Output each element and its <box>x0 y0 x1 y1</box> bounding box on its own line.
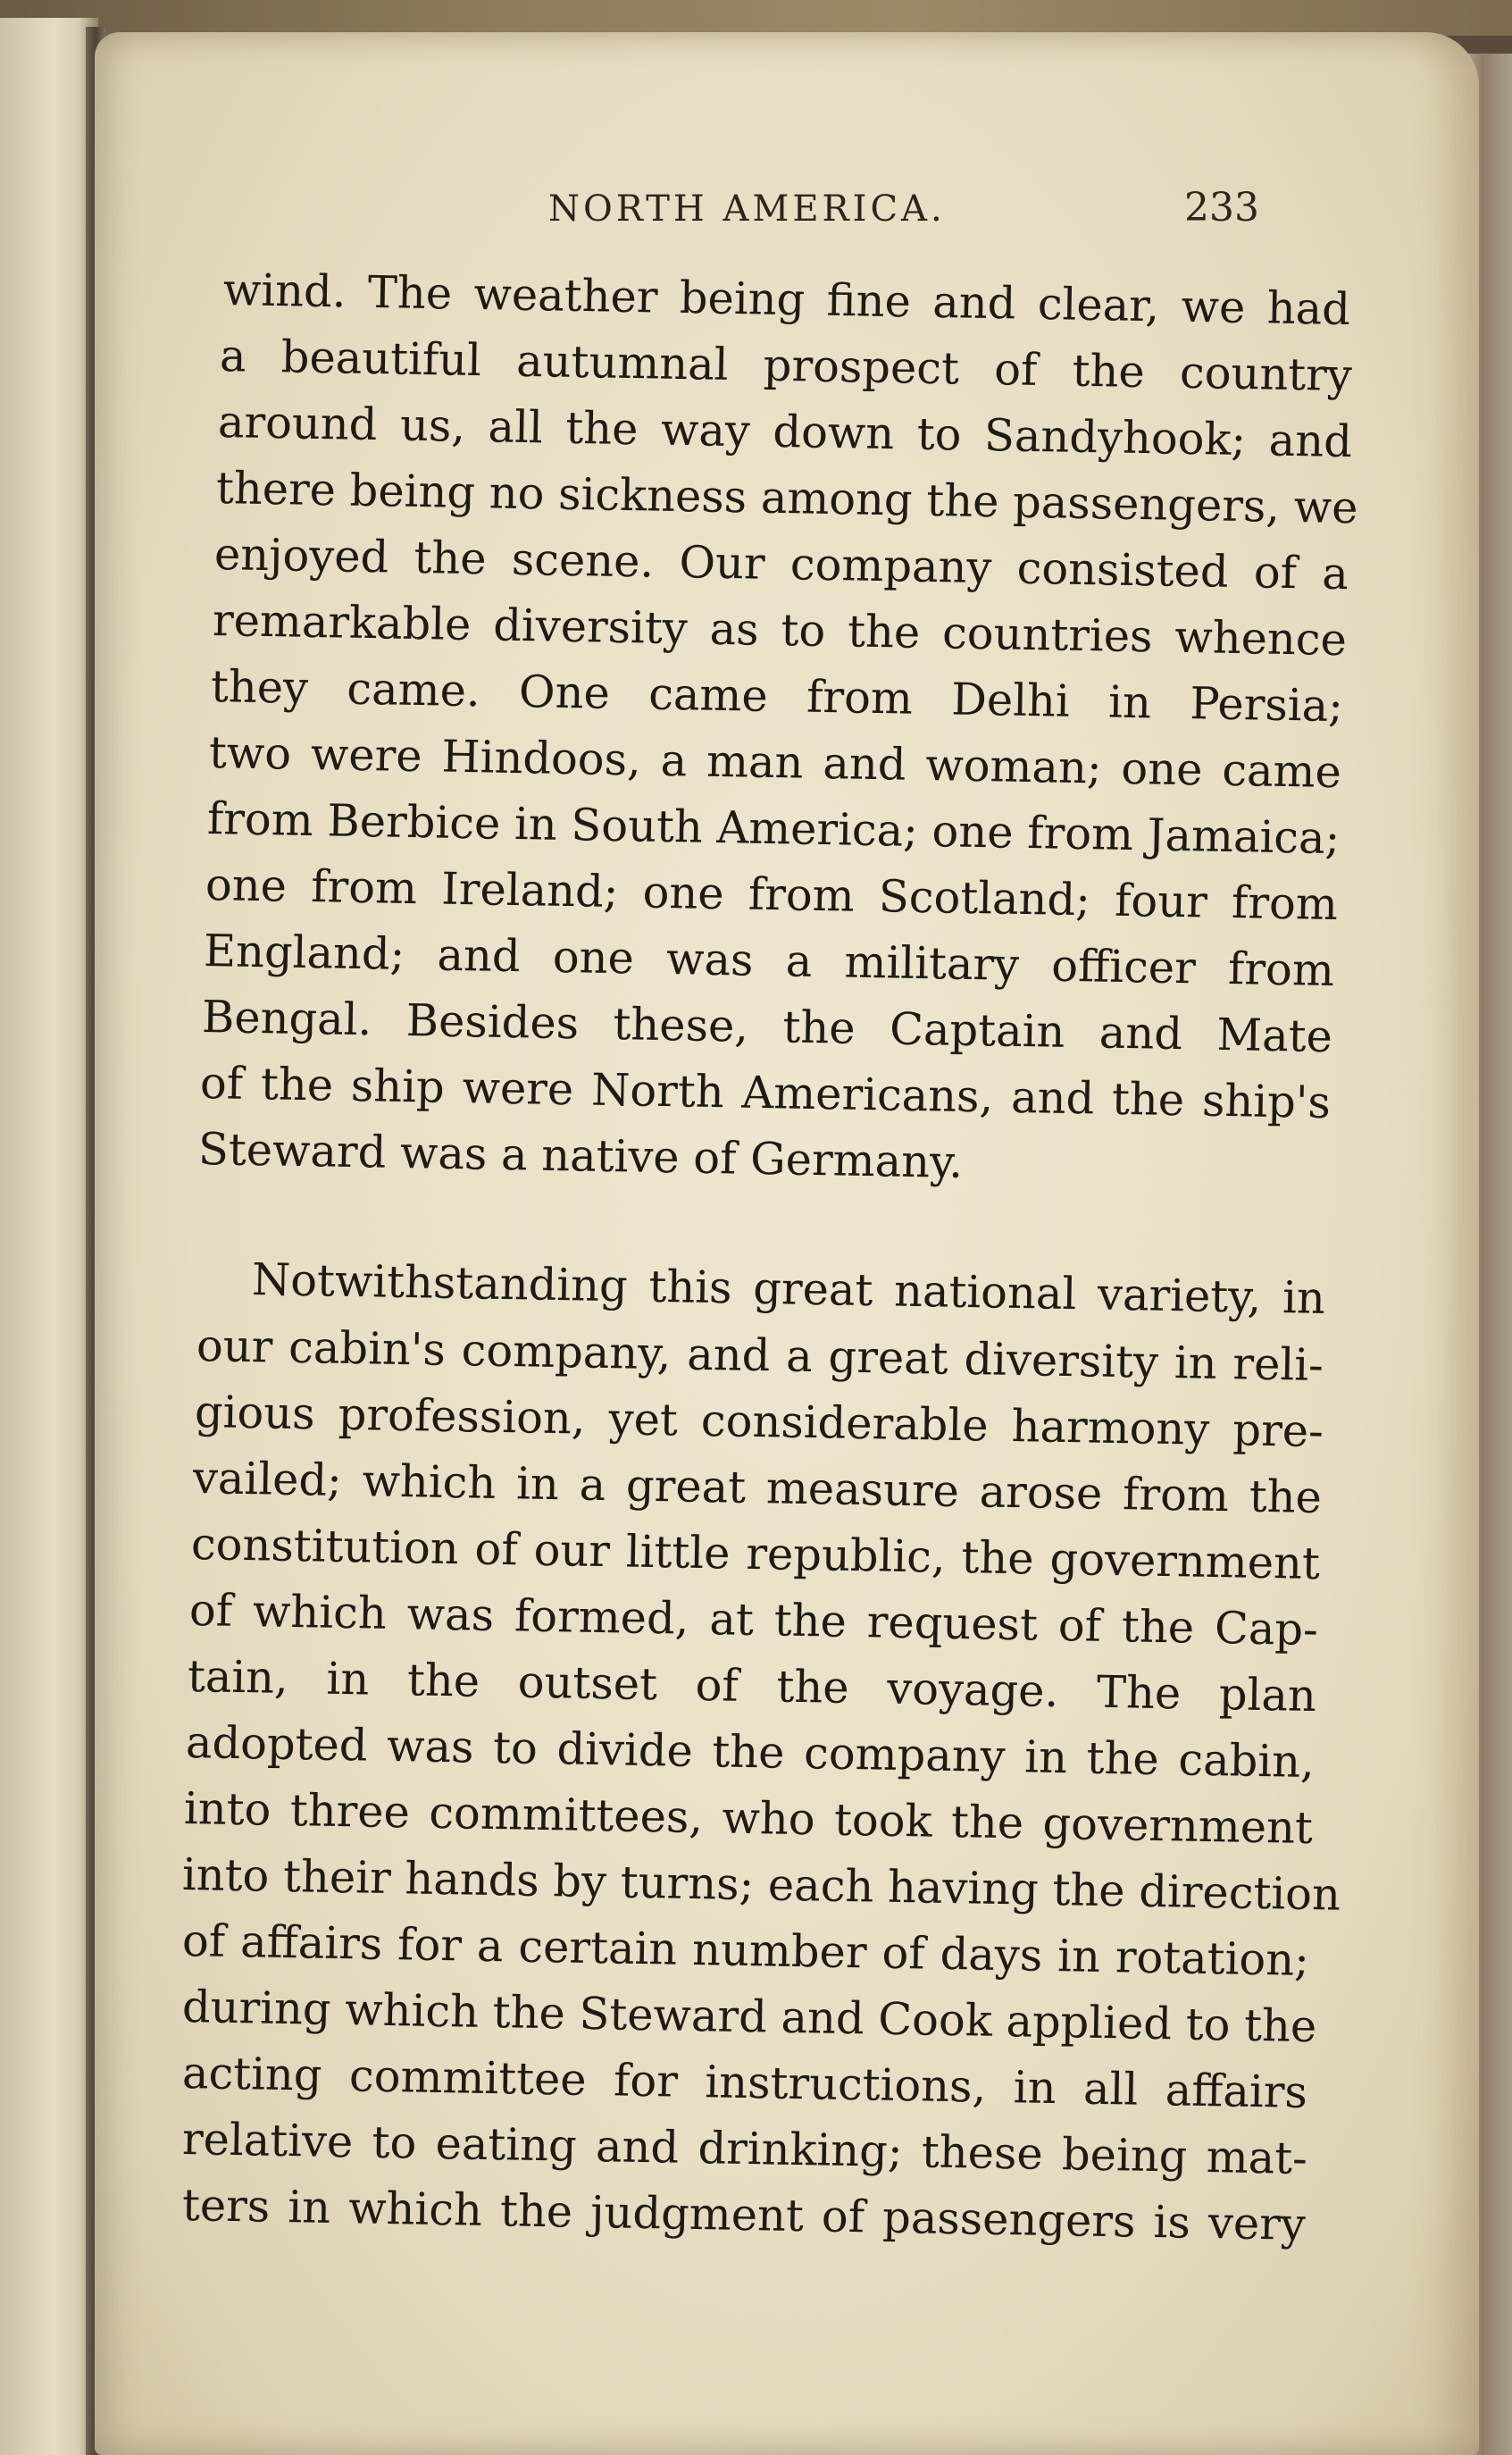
text-line: of affairs for a certain number of days in rotation; <box>181 1915 1310 1987</box>
text-line: our cabin's company, and a great diversity in reli- <box>196 1320 1324 1392</box>
text-line: there being no sickness among the passengers, we <box>215 462 1358 534</box>
text-line: of which was formed, at the request of the Cap- <box>188 1584 1319 1656</box>
text-line: adopted was to divide the company in the cabin, <box>185 1716 1316 1789</box>
text-line: enjoyed the scene. Our company consisted of a <box>213 528 1349 600</box>
text-line: of the ship were North Americans, and the ship's <box>199 1057 1332 1129</box>
text-line: one from Ireland; one from Scotland; four from <box>205 859 1339 931</box>
text-line: Steward was a native of Germany. <box>197 1123 964 1188</box>
text-line: ters in which the judgment of passengers is very <box>181 2179 1307 2250</box>
page-number: 233 <box>1184 185 1259 230</box>
book-top-edge <box>0 0 1512 36</box>
text-line: two were Hindoos, a man and woman; one came <box>208 726 1342 799</box>
text-line: England; and one was a military officer from <box>203 925 1335 997</box>
body-text <box>95 32 1479 2455</box>
text-line: they came. One came from Delhi in Persia; <box>210 660 1344 733</box>
text-line: into three committees, who took the government <box>183 1782 1314 1855</box>
text-line: from Berbice in South America; one from Jamaica; <box>206 792 1341 865</box>
text-line: a beautiful autumnal prospect of the country <box>219 330 1353 402</box>
text-line: gious profession, yet considerable harmony pre- <box>194 1386 1324 1458</box>
text-line: remarkable diversity as to the countries whence <box>212 594 1348 666</box>
running-title: NORTH AMERICA. <box>548 189 946 230</box>
book-page <box>95 32 1479 2455</box>
text-line: relative to eating and drinking; these being mat- <box>181 2113 1308 2184</box>
text-line: Bengal. Besides these, the Captain and Mate <box>201 991 1333 1063</box>
text-line: vailed; which in a great measure arose from the <box>192 1452 1323 1524</box>
text-line: Notwithstanding this great national variety, in <box>251 1253 1326 1324</box>
text-line: constitution of our little republic, the government <box>190 1518 1321 1590</box>
text-line: around us, all the way down to Sandyhook; and <box>217 396 1353 468</box>
text-line: into their hands by turns; each having the direction <box>181 1848 1341 1921</box>
facing-page-edge <box>0 18 98 2455</box>
text-line: during which the Steward and Cook applied to the <box>181 1981 1317 2053</box>
text-line: tain, in the outset of the voyage. The plan <box>187 1650 1317 1722</box>
text-line: acting committee for instructions, in all affairs <box>181 2047 1308 2118</box>
text-line: wind. The weather being fine and clear, we had <box>222 264 1351 336</box>
